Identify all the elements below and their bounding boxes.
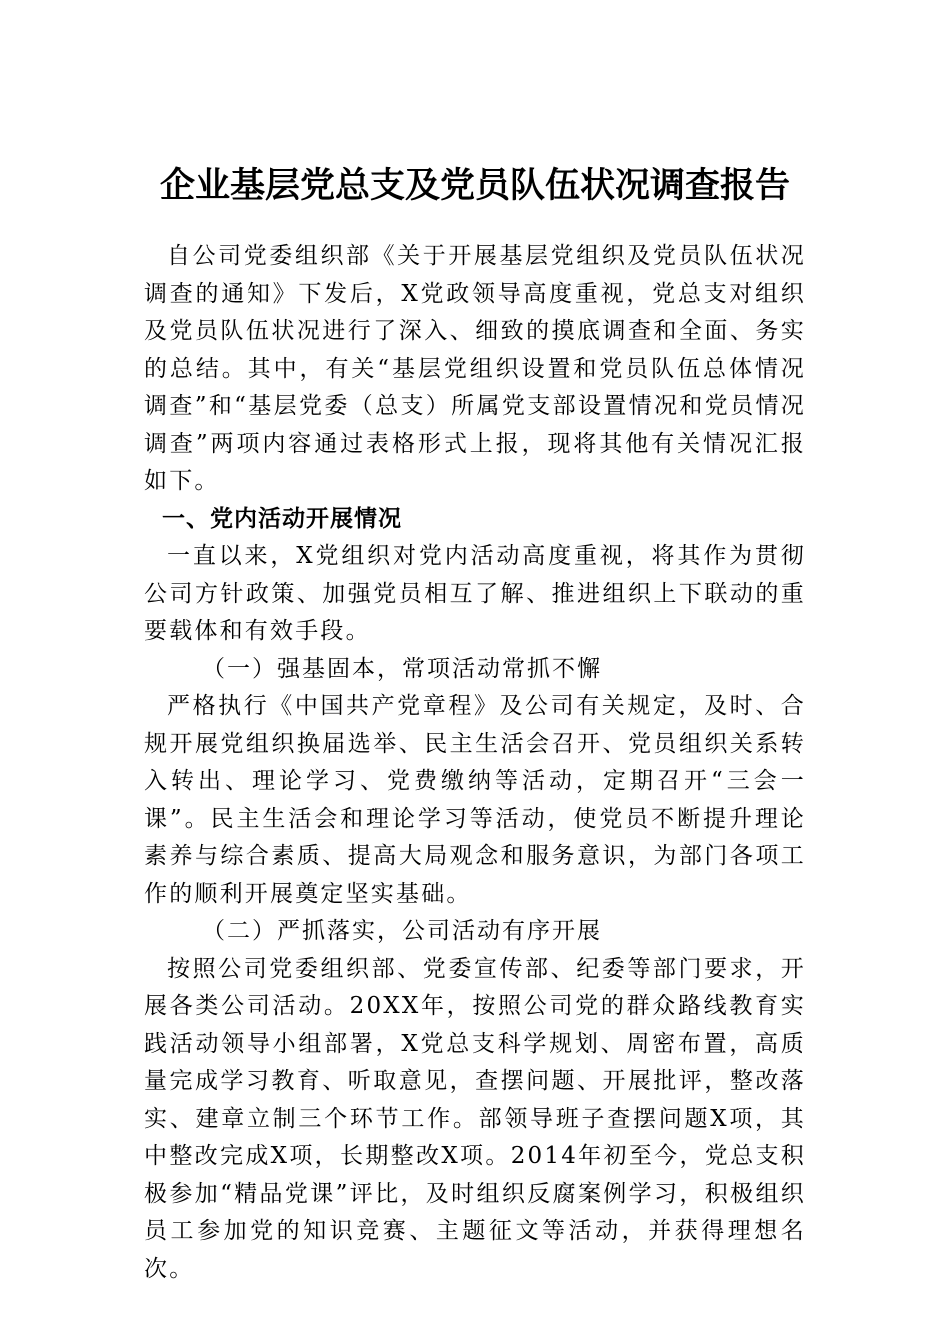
intro-paragraph: 自公司党委组织部《关于开展基层党组织及党员队伍状况调查的通知》下发后，X党政领导高度重视，党总支对组织及党员队伍状况进行了深入、细致的摸底调查和全面、务实的总结。其中，有关“基层党组织设置和党员队伍总体情况调查”和“基层党委（总支）所属党支部设置情况和党员情况调查”两项内容通过表格形式上报，现将其他有关情况汇报如下。 [144, 243, 806, 494]
document-title: 企业基层党总支及党员队伍状况调查报告 [159, 165, 790, 206]
subsection-1-heading: （一）强基固本，常项活动常抓不懈 [202, 655, 602, 682]
subsection-1-paragraph: 严格执行《中国共产党章程》及公司有关规定，及时、合规开展党组织换届选举、民主生活会召开、党员组织关系转入转出、理论学习、党费缴纳等活动，定期召开“三会一课”。民主生活会和理论学习等活动，使党员不断提升理论素养与综合素质、提高大局观念和服务意识，为部门各项工作的顺利开展奠定坚实基础。 [144, 693, 806, 907]
section-1-intro-paragraph: 一直以来，X党组织对党内活动高度重视，将其作为贯彻公司方针政策、加强党员相互了解、推进组织上下联动的重要载体和有效手段。 [144, 543, 806, 644]
document-body [144, 238, 806, 1288]
subsection-2-paragraph: 按照公司党委组织部、党委宣传部、纪委等部门要求，开展各类公司活动。20XX年，按照公司党的群众路线教育实践活动领导小组部署，X党总支科学规划、周密布置，高质量完成学习教育、听取意见，查摆问题、开展批评，整改落实、建章立制三个环节工作。部领导班子查摆问题X项，其中整改完成X项，长期整改X项。2014年初至今，党总支积极参加“精品党课”评比，及时组织反腐案例学习，积极组织员工参加党的知识竞赛、主题征文等活动，并获得理想名次。 [144, 955, 806, 1282]
subsection-2-heading: （二）严抓落实，公司活动有序开展 [202, 918, 602, 944]
section-1-heading: 一、党内活动开展情况 [162, 505, 402, 532]
